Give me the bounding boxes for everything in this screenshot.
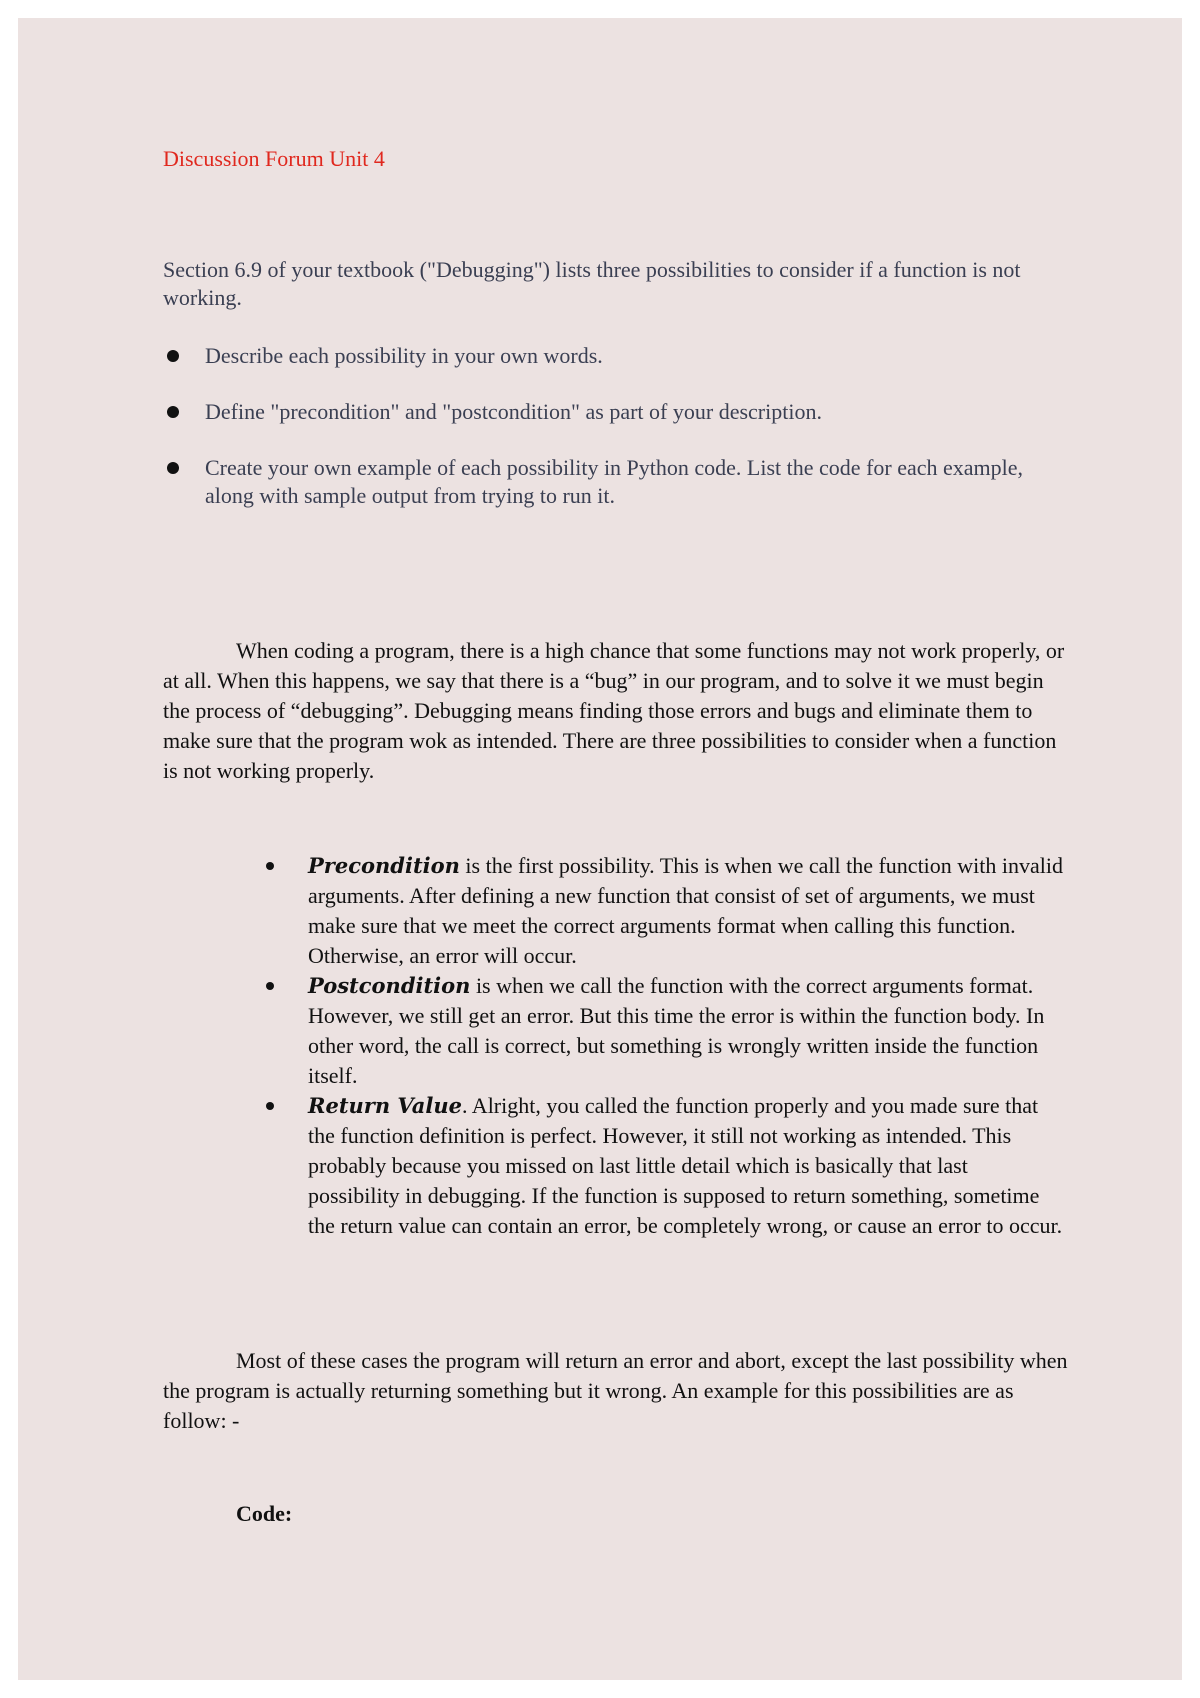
possibility-item <box>263 1091 1063 1241</box>
code-label: Code: <box>236 1501 293 1526</box>
prompt-item-text: Define "precondition" and "postcondition" as part of your description. <box>205 399 822 424</box>
bullet-icon <box>167 350 179 362</box>
possibility-item <box>263 971 1063 1091</box>
possibility-text: is when we call the function with the correct arguments format. However, we still get an error. But this time the error is within the function body. In other word, the call is correct, but something is wrongly written inside the function itself. <box>308 973 1045 1088</box>
possibility-term: Postcondition <box>308 973 471 998</box>
possibility-text: is the first possibility. This is when we call the function with invalid arguments. After defining a new function that consist of set of arguments, we must make sure that we meet the correct arguments format when calling this function. Otherwise, an error will occur. <box>308 853 1064 968</box>
possibilities-list <box>263 851 1063 1241</box>
assignment-prompt: Section 6.9 of your textbook ("Debugging") lists three possibilities to consider if a function is not working. <box>163 257 1021 310</box>
bullet-icon <box>266 1102 274 1110</box>
intro-paragraph: When coding a program, there is a high chance that some functions may not work properly, or at all. When this happens, we say that there is a “bug” in our program, and to solve it we must begin the process of “debugging”. Debugging means finding those errors and bugs and eliminate them to make sure that the program wok as intended. There are three possibilities to consider when a function is not working properly. <box>163 638 1065 783</box>
prompt-item <box>163 454 1073 510</box>
prompt-item-text: Describe each possibility in your own words. <box>205 343 603 368</box>
possibility-term: Return Value <box>308 1093 463 1118</box>
closing-paragraph: Most of these cases the program will return an error and abort, except the last possibility when the program is actually returning something but it wrong. An example for this possibilities are as follow: - <box>163 1348 1068 1433</box>
prompt-item-text: Create your own example of each possibility in Python code. List the code for each example, along with sample output from trying to run it. <box>205 455 1024 508</box>
prompt-item <box>163 342 1073 370</box>
document-title: Discussion Forum Unit 4 <box>163 146 385 171</box>
bullet-icon <box>167 462 179 474</box>
bullet-icon <box>167 406 179 418</box>
possibility-text: . Alright, you called the function properly and you made sure that the function definition is perfect. However, it still not working as intended. This probably because you missed on last little detail which is basically that last possibility in debugging. If the function is supposed to return something, sometime the return value can contain an error, be completely wrong, or cause an error to occur. <box>308 1093 1063 1238</box>
bullet-icon <box>266 862 274 870</box>
prompt-item <box>163 398 1073 426</box>
document-page <box>18 18 1182 1680</box>
prompt-list <box>163 342 1073 538</box>
bullet-icon <box>266 982 274 990</box>
possibility-item <box>263 851 1063 971</box>
possibility-term: Precondition <box>308 853 460 878</box>
